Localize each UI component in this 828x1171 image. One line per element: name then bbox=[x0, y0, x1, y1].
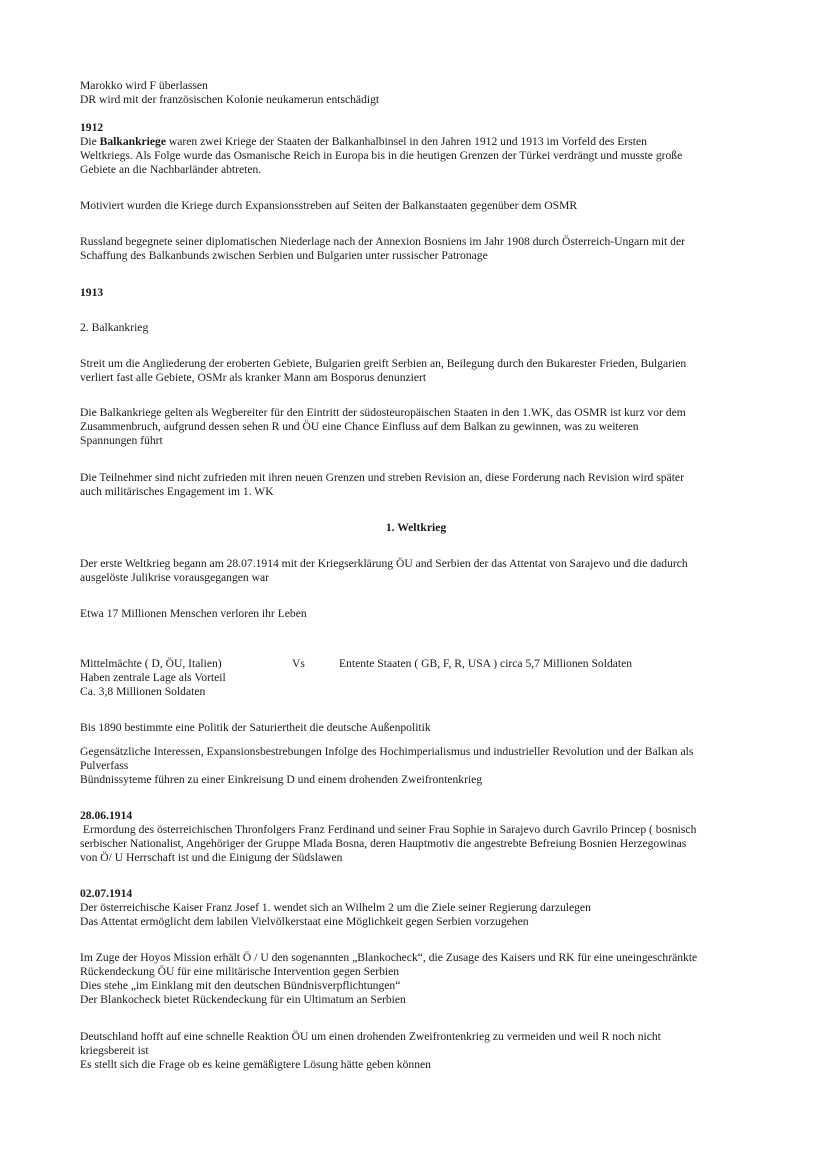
text-line: Motiviert wurden die Kriege durch Expansionsstreben auf Seiten der Balkanstaaten gegenüber dem OSMR bbox=[80, 199, 578, 212]
text-line: Zusammenbruch, aufgrund dessen sehen R und ÖU eine Chance Einfluss auf dem Balkan zu gewinnen, was zu weiteren bbox=[80, 420, 639, 433]
policy-paragraph bbox=[80, 721, 752, 735]
text-line: Die Balkankriege gelten als Wegbereiter für den Eintritt der südosteuropäischen Staaten in den 1.WK, das OSMR ist kurz vor dem bbox=[80, 406, 686, 419]
text-line: verliert fast alle Gebiete, OSMr als kranker Mann am Bosporus denunziert bbox=[80, 371, 427, 384]
text-line: Im Zuge der Hoyos Mission erhält Ö / U den sogenannten „Blankocheck“, die Zusage des Kaisers und RK für eine uneingeschränkte bbox=[80, 951, 698, 964]
motive-paragraph bbox=[80, 199, 752, 213]
text-line: Ca. 3,8 Millionen Soldaten bbox=[80, 685, 206, 698]
text-line: Streit um die Angliederung der eroberten Gebiete, Bulgarien greift Serbien an, Beilegung durch den Bukarester Frieden, Bulgarien bbox=[80, 357, 687, 370]
ww1-start-paragraph bbox=[80, 557, 752, 585]
text-line: Rückendeckung ÖU für eine militärische Intervention gegen Serbien bbox=[80, 965, 400, 978]
text-line: Etwa 17 Millionen Menschen verloren ihr Leben bbox=[80, 607, 307, 620]
text-line: Marokko wird F überlassen bbox=[80, 79, 208, 92]
text-line: Der Blankocheck bietet Rückendeckung für ein Ultimatum an Serbien bbox=[80, 993, 406, 1006]
section-1913 bbox=[80, 286, 752, 300]
deaths-paragraph bbox=[80, 607, 752, 621]
text-line: Pulverfass bbox=[80, 759, 129, 772]
text-line: Schaffung des Balkanbunds zwischen Serbien und Bulgarien unter russischer Patronage bbox=[80, 249, 488, 262]
text-line: Der österreichische Kaiser Franz Josef 1. wendet sich an Wilhelm 2 um die Ziele seiner Regierung darzulegen bbox=[80, 901, 591, 914]
section-28-06-1914 bbox=[80, 809, 752, 865]
text-line: ausgelöste Julikrise vorausgegangen war bbox=[80, 571, 269, 584]
central-powers: Mittelmächte ( D, ÖU, Italien) bbox=[80, 657, 222, 670]
text-line: Weltkriegs. Als Folge wurde das Osmanische Reich in Europa bis in die heutigen Grenzen der Türkei verdrängt und musste große bbox=[80, 149, 683, 162]
entente-powers: Entente Staaten ( GB, F, R, USA ) circa 5,7 Millionen Soldaten bbox=[339, 657, 633, 670]
alliances-row bbox=[80, 657, 752, 671]
keyword-bold: Balkankriege bbox=[99, 135, 166, 148]
text-line: Ermordung des österreichischen Thronfolgers Franz Ferdinand und seiner Frau Sophie in Sarajevo durch Gavrilo Princep ( bosnisch bbox=[80, 823, 697, 836]
dispute-paragraph bbox=[80, 357, 752, 385]
intro-paragraph bbox=[80, 79, 752, 107]
interests-paragraph bbox=[80, 745, 752, 787]
text-line: kriegsbereit ist bbox=[80, 1044, 149, 1057]
section-1912 bbox=[80, 121, 752, 177]
hoyos-paragraph bbox=[80, 951, 752, 1007]
text-line: DR wird mit der französischen Kolonie neukamerun entschädigt bbox=[80, 93, 380, 106]
text-line: Dies stehe „im Einklang mit den deutschen Bündnisverpflichtungen“ bbox=[80, 979, 401, 992]
text-line: Die Teilnehmer sind nicht zufrieden mit ihren neuen Grenzen und streben Revision an, diese Forderung nach Revision wird später bbox=[80, 471, 684, 484]
text-line: Gegensätzliche Interessen, Expansionsbestrebungen Infolge des Hochimperialismus und industrieller Revolution und der Balkan als bbox=[80, 745, 694, 758]
text-line: Der erste Weltkrieg begann am 28.07.1914 mit der Kriegserklärung ÖU and Serbien der das Attentat von Sarajevo und die dadurch bbox=[80, 557, 688, 570]
text-line: Haben zentrale Lage als Vorteil bbox=[80, 671, 226, 684]
section-02-07-1914 bbox=[80, 887, 752, 929]
text-line: Russland begegnete seiner diplomatischen Niederlage nach der Annexion Bosniens im Jahr 1908 durch Österreich-Ungarn mit der bbox=[80, 235, 685, 248]
text-line: serbischer Nationalist, Angehöriger der Gruppe Mlada Bosna, deren Hauptmotiv die angestrebte Befreiung Bosnien Herzegowinas bbox=[80, 837, 687, 850]
text-line: Deutschland hofft auf eine schnelle Reaktion ÖU um einen drohenden Zweifrontenkrieg zu vermeiden und weil R noch nicht bbox=[80, 1030, 661, 1043]
date-heading: 02.07.1914 bbox=[80, 887, 133, 900]
year-heading: 1912 bbox=[80, 121, 104, 134]
text-line: Das Attentat ermöglicht dem labilen Vielvölkerstaat eine Möglichkeit gegen Serbien vorzugehen bbox=[80, 915, 529, 928]
text-line: von Ö/ U Herrschaft ist und die Einigung der Südslawen bbox=[80, 851, 343, 864]
date-heading: 28.06.1914 bbox=[80, 809, 133, 822]
year-heading: 1913 bbox=[80, 286, 104, 299]
text-line: Es stellt sich die Frage ob es keine gemäßigtere Lösung hätte geben können bbox=[80, 1058, 431, 1071]
ww1-heading bbox=[80, 521, 752, 535]
versus-label: Vs bbox=[292, 657, 305, 670]
section-title: 1. Weltkrieg bbox=[385, 521, 447, 534]
text-line: Spannungen führt bbox=[80, 434, 163, 447]
alliances-block bbox=[80, 657, 752, 699]
text-line: Bündnissyteme führen zu einer Einkreisung D und einem drohenden Zweifrontenkrieg bbox=[80, 773, 483, 786]
russia-paragraph bbox=[80, 235, 752, 263]
text-line: auch militärisches Engagement im 1. WK bbox=[80, 485, 274, 498]
participants-paragraph bbox=[80, 471, 752, 499]
text-line: 2. Balkankrieg bbox=[80, 321, 149, 334]
text-line: Die Balkankriege waren zwei Kriege der Staaten der Balkanhalbinsel in den Jahren 1912 und 1913 im Vorfeld des Ersten bbox=[80, 135, 647, 148]
second-balkan-war bbox=[80, 321, 752, 335]
pioneer-paragraph bbox=[80, 406, 752, 448]
hope-paragraph bbox=[80, 1030, 752, 1072]
text-line: Bis 1890 bestimmte eine Politik der Saturiertheit die deutsche Außenpolitik bbox=[80, 721, 431, 734]
text-line: Gebiete an die Nachbarländer abtreten. bbox=[80, 163, 262, 176]
